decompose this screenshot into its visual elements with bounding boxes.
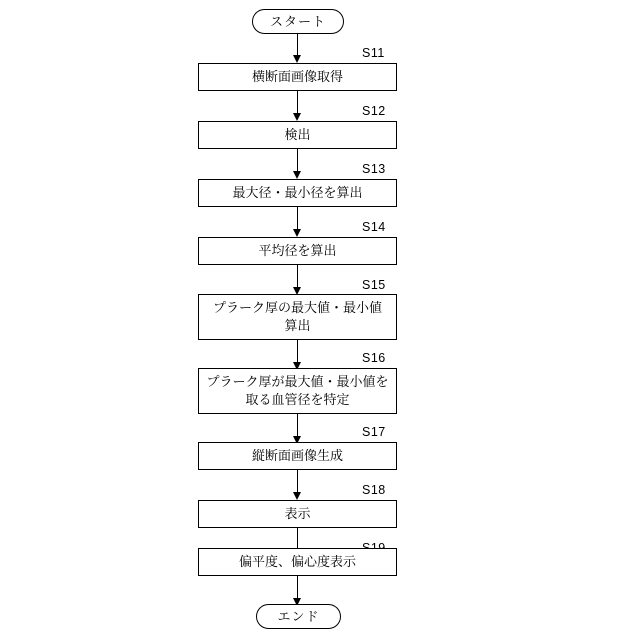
step-label-s17: S17 xyxy=(362,425,386,439)
arrow-s13-s14 xyxy=(293,229,301,237)
node-s16-label: プラーク厚が最大値・最小値を 取る血管径を特定 xyxy=(206,374,389,407)
node-s14 xyxy=(198,237,397,265)
arrow-s11-s12 xyxy=(293,113,301,121)
arrow-s17-s18 xyxy=(293,492,301,500)
step-label-s13: S13 xyxy=(362,162,386,176)
arrow-s12-s13 xyxy=(293,171,301,179)
node-s14-label: 平均径を算出 xyxy=(258,243,337,259)
node-s12-label: 検出 xyxy=(284,127,311,143)
step-label-s16: S16 xyxy=(362,351,386,365)
step-label-s18: S18 xyxy=(362,483,386,497)
node-s12 xyxy=(198,121,397,149)
step-label-s14: S14 xyxy=(362,220,386,234)
node-s19 xyxy=(198,548,397,576)
node-s13-label: 最大径・最小径を算出 xyxy=(232,185,363,201)
node-s15 xyxy=(198,294,397,340)
step-label-s12: S12 xyxy=(362,104,386,118)
node-start-label: スタート xyxy=(269,13,326,29)
arrow-start-s11 xyxy=(293,55,301,63)
node-s17 xyxy=(198,442,397,470)
node-s18 xyxy=(198,500,397,528)
node-s13 xyxy=(198,179,397,207)
node-start xyxy=(252,9,344,34)
node-s19-label: 偏平度、偏心度表示 xyxy=(238,554,356,570)
step-label-s11: S11 xyxy=(362,46,385,60)
node-s15-label: プラーク厚の最大値・最小値 算出 xyxy=(212,300,382,333)
node-s17-label: 縦断面画像生成 xyxy=(251,448,343,464)
node-end-label: エンド xyxy=(277,608,320,624)
node-end xyxy=(256,604,341,629)
node-s16 xyxy=(198,368,397,414)
node-s18-label: 表示 xyxy=(284,506,311,522)
node-s11-label: 横断面画像取得 xyxy=(251,69,343,85)
node-s11 xyxy=(198,63,397,91)
step-label-s15: S15 xyxy=(362,278,386,292)
